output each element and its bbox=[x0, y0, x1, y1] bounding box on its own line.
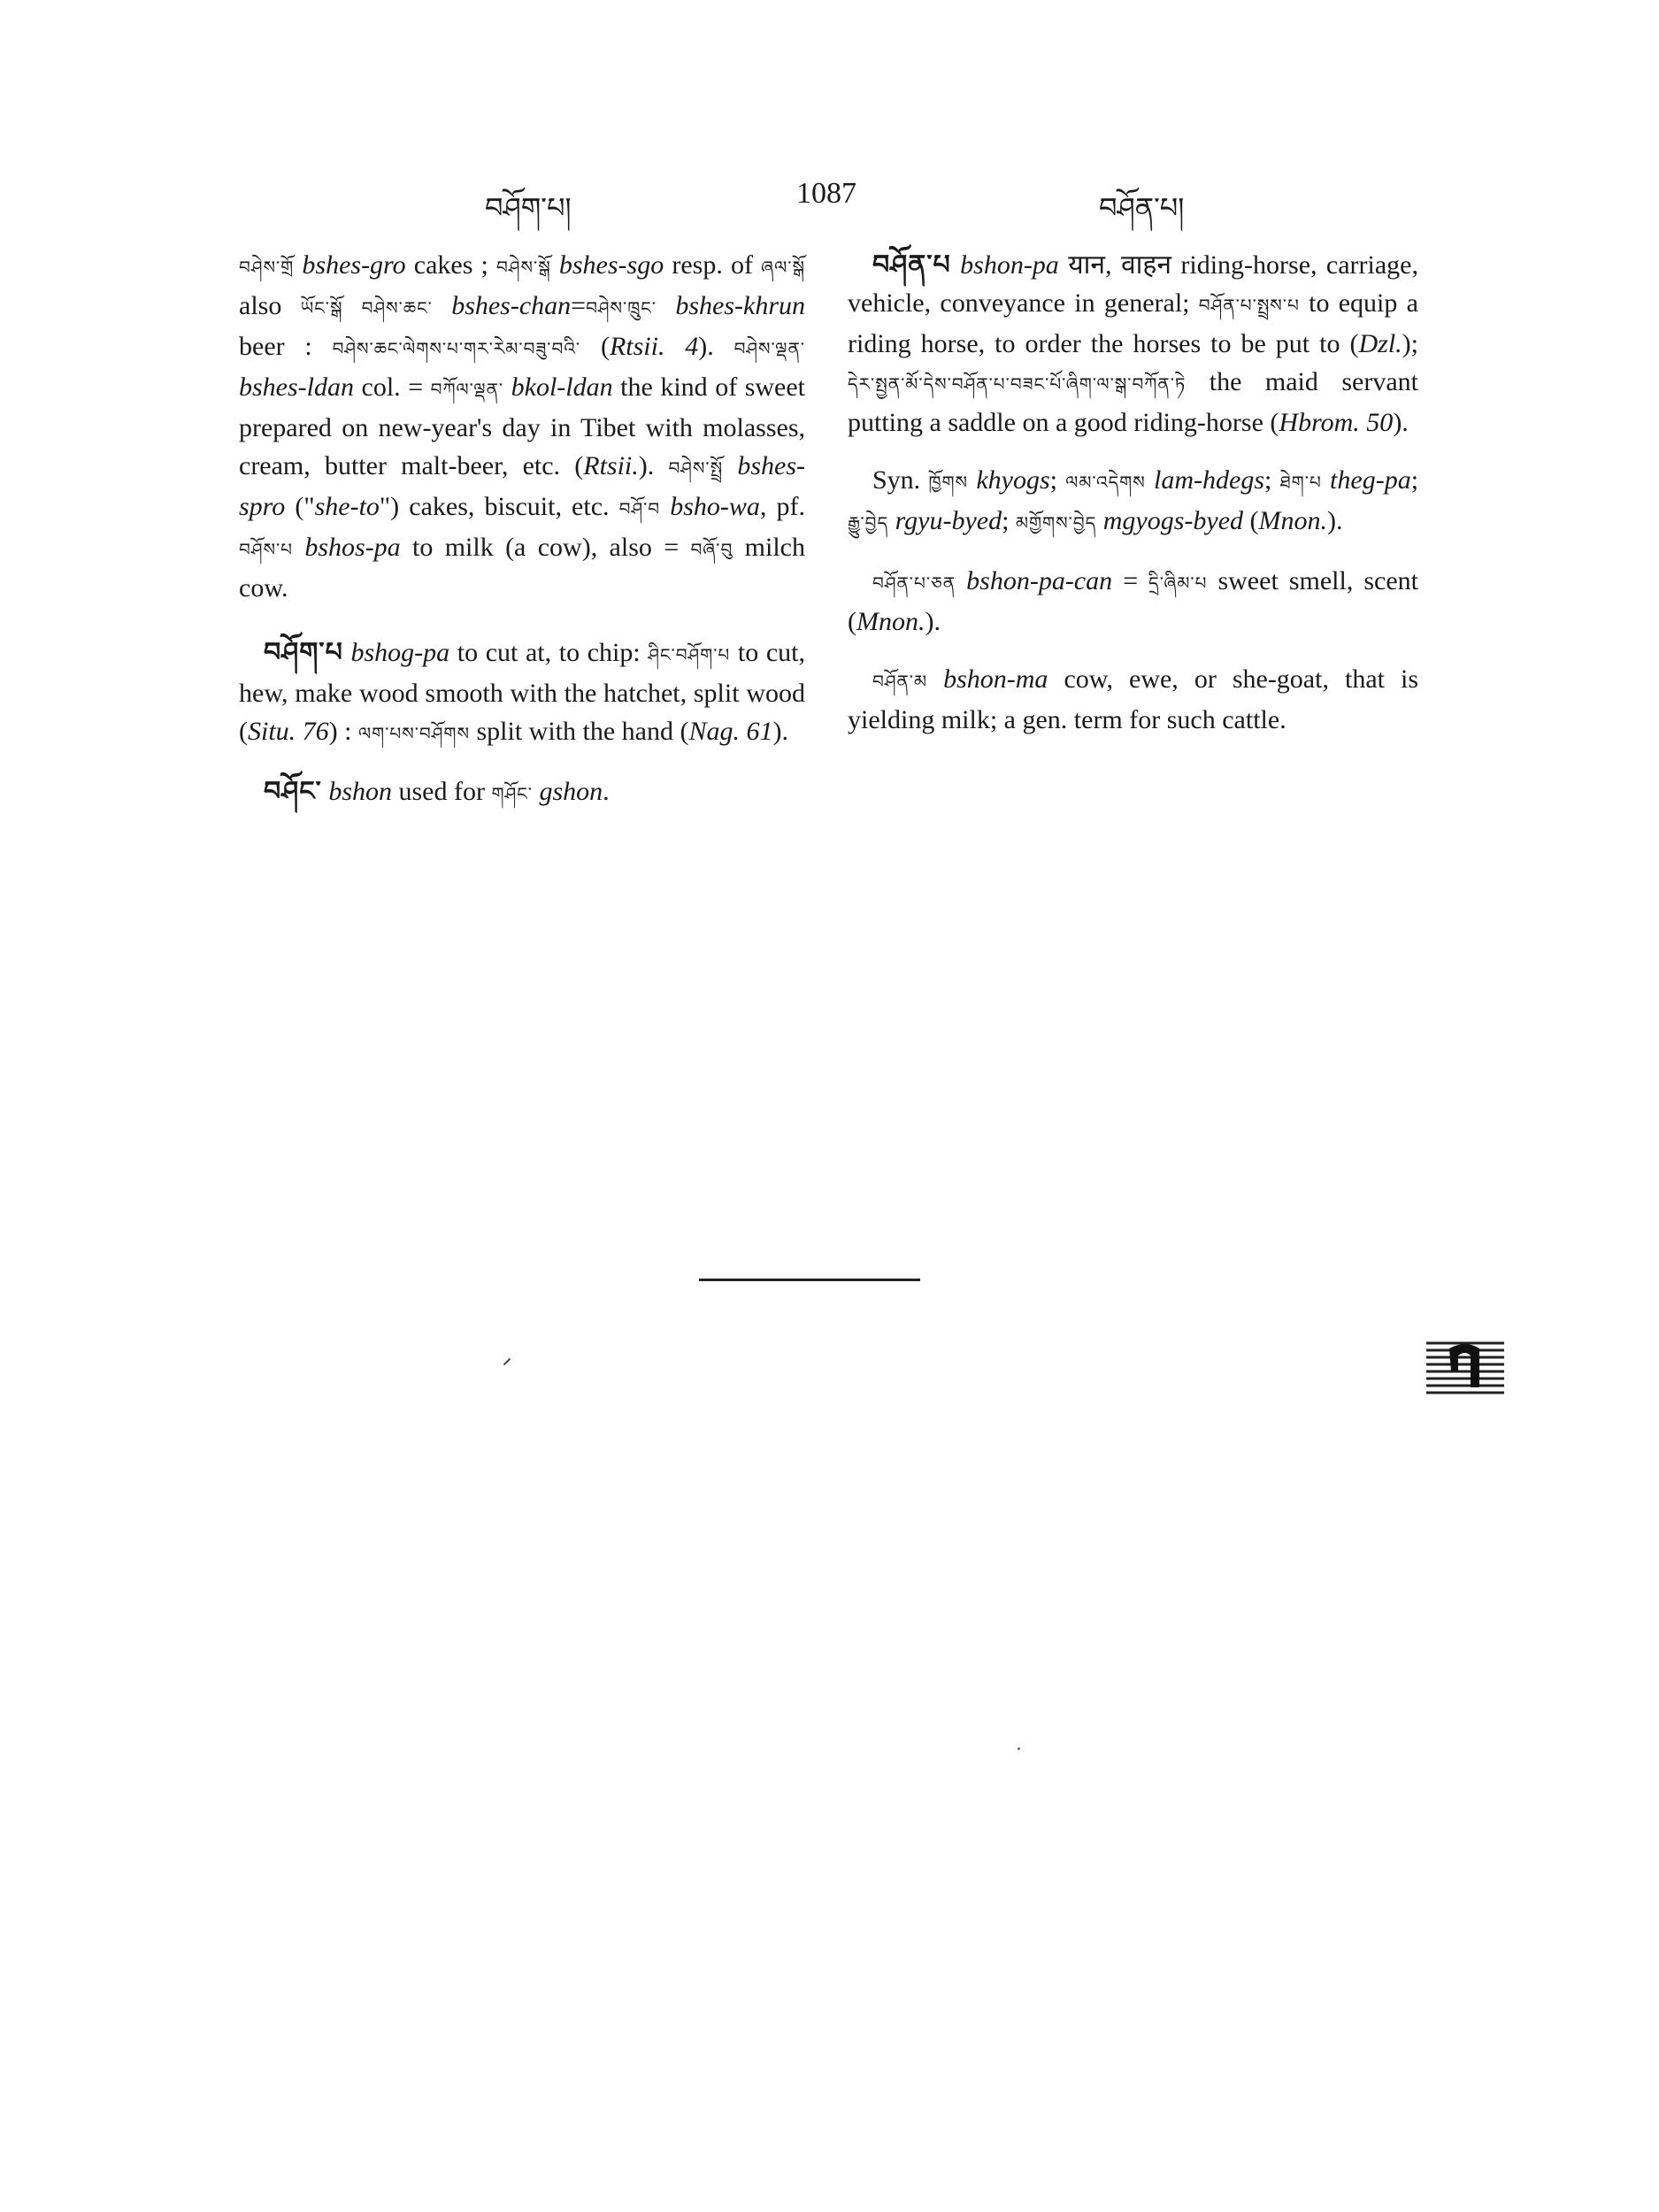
romanized-term: rgyu-byed bbox=[895, 506, 1002, 535]
tibetan-term: བཤོན་མ bbox=[872, 671, 928, 692]
end-of-section-rule bbox=[699, 1279, 920, 1281]
tibetan-term: དྲི་ཞིམ་པ bbox=[1148, 572, 1208, 594]
definition-text: sweet smell, scent ( bbox=[848, 566, 1419, 636]
definition-text: to equip a riding horse, to order the horses to be put to ( bbox=[848, 288, 1418, 358]
definition-text: also bbox=[239, 291, 301, 320]
definition-text: milch cow. bbox=[239, 533, 805, 603]
stray-dot bbox=[1018, 1747, 1020, 1750]
definition-text: the maid servant putting a saddle on a good riding-horse ( bbox=[848, 367, 1418, 437]
definition-text: beer : bbox=[239, 332, 333, 361]
definition-text: ) : bbox=[328, 717, 358, 746]
tibetan-term: བཤེས་ཆང་ལེགས་པ་གར་རེམ་བཟུ་བའི་ bbox=[332, 338, 581, 359]
definition-text: used for bbox=[392, 777, 492, 806]
definition-text: ; bbox=[1410, 465, 1419, 495]
definition-text: cow, ewe, or she-goat, that is yielding milk; a gen. term for such cattle. bbox=[848, 664, 1419, 734]
definition-text: ). bbox=[925, 607, 941, 636]
tibetan-term: ལག་པས་བཤོགས bbox=[358, 723, 470, 744]
definition-text: to cut, hew, make wood smooth with the hatchet, split wood ( bbox=[239, 638, 805, 746]
definition-text: ). bbox=[638, 451, 669, 480]
romanized-term: she-to bbox=[314, 492, 380, 521]
romanized-term: bsho-wa bbox=[670, 492, 760, 521]
source-reference: Rtsii. bbox=[583, 451, 639, 480]
source-reference: Mnon. bbox=[1258, 506, 1328, 535]
tibetan-term: མགྱོགས་བྱེད bbox=[1015, 512, 1097, 534]
tibetan-term: བཞོ་བུ bbox=[690, 539, 733, 560]
entry-bshon-ma bbox=[848, 660, 1418, 739]
tibetan-term: བཤོ་བ bbox=[618, 498, 661, 519]
romanized-term: lam-hdegs bbox=[1154, 465, 1264, 495]
definition-text: ); bbox=[1402, 329, 1418, 358]
definition-text: ; bbox=[1264, 465, 1280, 495]
entry-bshes-gro bbox=[239, 246, 805, 607]
tibetan-term: ཁྱོགས bbox=[928, 472, 969, 493]
headword: བཤོན་པ bbox=[872, 250, 951, 280]
headword: བཤོང་ bbox=[264, 776, 322, 807]
romanized-term: bshes-ldan bbox=[239, 373, 354, 402]
definition-text: यान, वाहन riding-horse, carriage, vehicle, conveyance in general; bbox=[848, 250, 1418, 318]
stray-print-mark bbox=[503, 1358, 511, 1365]
library-stamp-icon bbox=[1425, 1336, 1506, 1398]
definition-text: ). bbox=[698, 332, 734, 361]
definition-text: to cut at, to chip: bbox=[449, 638, 649, 667]
romanized-term: bshon-pa-can bbox=[966, 566, 1113, 595]
romanized-term: bshos-pa bbox=[304, 533, 401, 562]
tibetan-term: བཤེས་གྲོ bbox=[239, 257, 295, 278]
tibetan-term: ཐེག་པ bbox=[1279, 472, 1322, 493]
tibetan-term: བཤོས་པ bbox=[239, 539, 293, 560]
source-reference: Situ. 76 bbox=[248, 717, 329, 746]
left-column bbox=[239, 246, 805, 833]
entry-bshon-pa bbox=[848, 246, 1418, 442]
romanized-term: gshon bbox=[539, 777, 603, 806]
romanized-term: bkol-ldan bbox=[511, 373, 613, 402]
tibetan-term: ཤིང་བཤོག་པ bbox=[648, 644, 731, 665]
romanized-term: bshes-chan bbox=[451, 291, 572, 320]
tibetan-term: བཤོན་པ་ཅན bbox=[872, 572, 956, 594]
tibetan-term: དེར་སྤྱན་མོ་དེས་བཤོན་པ་བཟང་པོ་ཞིག་ལ་སྒ་བཀོན་ཏེ bbox=[848, 373, 1187, 395]
entry-bshog-pa bbox=[239, 634, 805, 753]
romanized-term: theg-pa bbox=[1330, 465, 1411, 495]
definition-text: ") cakes, biscuit, etc. bbox=[379, 492, 619, 521]
entry-bshon-pa-can bbox=[848, 562, 1418, 641]
tibetan-term: བཤེས་སྤྲོ bbox=[668, 457, 724, 479]
tibetan-term: བཀོལ་ལྡན་ bbox=[430, 379, 504, 400]
running-head-right: བཤོན་པ། bbox=[1099, 192, 1185, 224]
tibetan-term: གཤོང་ bbox=[491, 783, 533, 804]
romanized-term: bshes-gro bbox=[302, 250, 406, 280]
definition-text: ). bbox=[772, 717, 788, 746]
source-reference: Nag. 61 bbox=[688, 717, 773, 746]
definition-text: col. = bbox=[354, 373, 431, 402]
romanized-term: bshes-spro bbox=[239, 451, 805, 521]
definition-text: Syn. bbox=[872, 465, 929, 495]
romanized-term: bshes-khrun bbox=[675, 291, 806, 320]
tibetan-term: བཤེས་སྒོ bbox=[496, 257, 551, 278]
definition-text: ). bbox=[1393, 408, 1409, 437]
entry-synonyms bbox=[848, 461, 1418, 542]
headword: བཤོག་པ bbox=[264, 637, 343, 668]
tibetan-term: ཞལ་སྒོ bbox=[761, 257, 805, 278]
definition-text: ). bbox=[1327, 506, 1343, 535]
romanized-term: khyogs bbox=[976, 465, 1050, 495]
tibetan-term: ཡོང་སྒོ བཤེས་ཆང་ bbox=[300, 297, 433, 319]
tibetan-term: བཤེས་ཁྲུང་ bbox=[586, 297, 657, 319]
romanized-term: bshon-ma bbox=[943, 664, 1048, 694]
romanized-term: bshes-sgo bbox=[558, 250, 664, 280]
right-column bbox=[848, 246, 1418, 758]
definition-text: . bbox=[603, 777, 610, 806]
romanized-term: bshon-pa bbox=[960, 250, 1059, 280]
definition-text: = bbox=[1112, 566, 1149, 595]
definition-text: ; bbox=[1049, 465, 1066, 495]
romanized-term: bshon bbox=[328, 777, 392, 806]
page-number: 1087 bbox=[796, 177, 856, 210]
romanized-term: bshog-pa bbox=[350, 638, 450, 667]
definition-text: the kind of sweet prepared on new-year's day in Tibet with molasses, cream, butter malt-beer, etc. ( bbox=[239, 373, 806, 480]
definition-text: ( bbox=[600, 332, 610, 361]
definition-text: to milk (a cow), also = bbox=[400, 533, 691, 562]
definition-text: = bbox=[571, 291, 587, 320]
source-reference: Rtsii. 4 bbox=[609, 332, 699, 361]
tibetan-term: རྒྱུ་བྱེད bbox=[848, 512, 889, 534]
running-head-left: བཤོག་པ། bbox=[485, 192, 572, 224]
definition-text: cakes ; bbox=[405, 250, 497, 280]
entry-bshon bbox=[239, 772, 805, 813]
romanized-term: mgyogs-byed bbox=[1102, 506, 1244, 535]
definition-text: resp. of bbox=[664, 250, 762, 280]
source-reference: Hbrom. 50 bbox=[1279, 408, 1394, 437]
definition-text: , pf. bbox=[759, 492, 805, 521]
tibetan-term: བཤེས་ལྡན་ bbox=[733, 338, 805, 359]
source-reference: Mnon. bbox=[856, 607, 926, 636]
definition-text: ; bbox=[1002, 506, 1016, 535]
definition-text: split with the hand ( bbox=[469, 717, 689, 746]
definition-text: ( bbox=[1243, 506, 1259, 535]
tibetan-term: ལམ་འདེགས bbox=[1065, 472, 1146, 493]
tibetan-term: བཤོན་པ་སྤྲས་པ bbox=[1198, 295, 1300, 316]
source-reference: Dzl. bbox=[1358, 329, 1402, 358]
definition-text: (" bbox=[285, 492, 315, 521]
